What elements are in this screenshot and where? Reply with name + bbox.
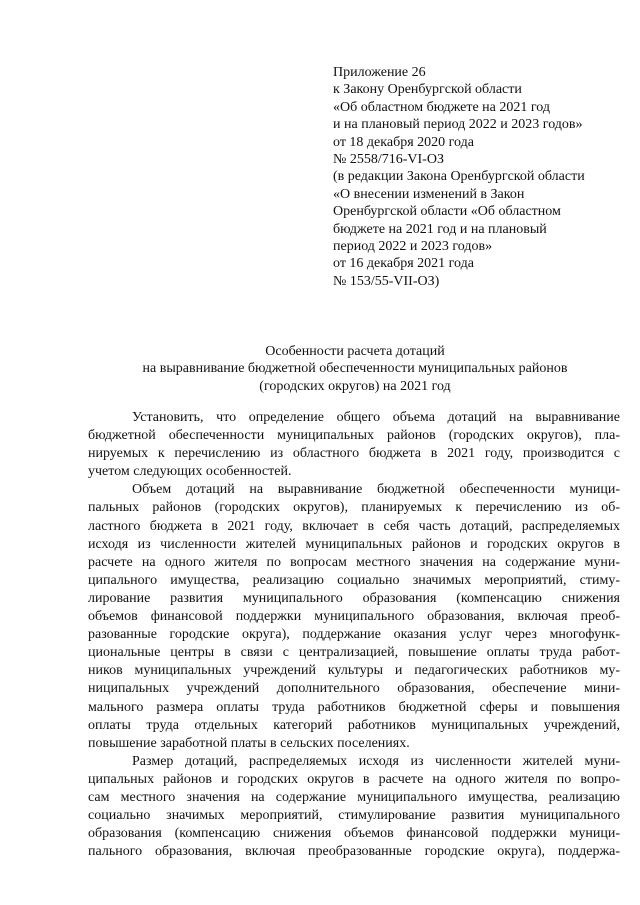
- paragraph-1: [88, 409, 620, 481]
- document-body: [88, 409, 620, 861]
- text-line: нируемых к перечислению из областного бюджета в 2021 году, производится с: [88, 446, 620, 462]
- text-line: объемов финансовой поддержки муниципального образования, включая преоб-: [88, 609, 620, 625]
- text-line: разованные городские округа), поддержание оказания услуг через многофунк-: [88, 627, 620, 643]
- text-line: образования (компенсацию снижения объемов финансовой поддержки муници-: [88, 826, 620, 842]
- text-line: сам местного значения на содержание муниципального имущества, реализацию: [88, 789, 620, 805]
- text-line: пальных районов (городских округов), планируемых к перечислению из об-: [88, 500, 620, 516]
- annex-line: к Закону Оренбургской области: [333, 82, 522, 98]
- text-line: Размер дотаций, распределяемых исходя из численности жителей муни-: [132, 753, 620, 769]
- annex-line: период 2022 и 2023 годов»: [333, 239, 493, 255]
- text-line: лирование развития муниципального образования (компенсацию снижения: [88, 590, 620, 606]
- text-line: ципального имущества, реализацию социально значимых мероприятий, стиму-: [88, 572, 620, 588]
- annex-line: (в редакции Закона Оренбургской области: [333, 169, 585, 185]
- text-line: пального образования, включая преобразованные городские округа), поддержа-: [88, 844, 620, 860]
- text-line: повышение заработной платы в сельских поселениях.: [88, 735, 410, 751]
- text-line: Объем дотаций на выравнивание бюджетной обеспеченности муници-: [132, 482, 620, 498]
- text-line: ниципальных учреждений дополнительного образования, обеспечение мини-: [88, 681, 620, 697]
- text-line: исходя из численности жителей муниципальных районов и городских округов в: [88, 536, 620, 552]
- text-line: бюджетной обеспеченности муниципальных районов (городских округов), пла-: [88, 428, 620, 444]
- annex-line: № 2558/716-VI-ОЗ: [333, 152, 444, 168]
- paragraph-2: [88, 481, 620, 752]
- annex-line: Приложение 26: [333, 65, 426, 80]
- text-line: ципальных районов и городских округов в расчете на одного жителя по вопро-: [88, 771, 620, 787]
- annex-line: и на плановый период 2022 и 2023 годов»: [333, 117, 583, 133]
- text-line: учетом следующих особенностей.: [88, 464, 292, 480]
- annex-line: бюджете на 2021 год и на плановый: [333, 221, 547, 237]
- text-line: ников муниципальных учреждений культуры и педагогических работников му-: [88, 663, 620, 679]
- text-line: Установить, что определение общего объема дотаций на выравнивание: [132, 410, 620, 425]
- text-line: оплаты труда отдельных категорий работников муниципальных учреждений,: [88, 717, 620, 733]
- title-line: на выравнивание бюджетной обеспеченности муниципальных районов: [142, 361, 568, 377]
- annex-header: [333, 64, 623, 290]
- annex-line: № 153/55-VII-ОЗ): [333, 273, 440, 289]
- annex-line: «О внесении изменений в Закон: [333, 186, 525, 202]
- text-line: циональные центры в связи с централизацией, повышение оплаты труда работ-: [88, 645, 620, 661]
- text-line: ластного бюджета в 2021 году, включает в себя часть дотаций, распределяемых: [88, 518, 620, 534]
- title-line: Особенности расчета дотаций: [265, 344, 445, 359]
- text-line: мального размера оплаты труда работников бюджетной сферы и повышения: [88, 699, 620, 715]
- paragraph-3: [88, 753, 620, 862]
- annex-line: от 16 декабря 2021 года: [333, 256, 474, 272]
- document-title: [90, 343, 620, 395]
- title-line: (городских округов) на 2021 год: [259, 378, 451, 394]
- annex-line: Оренбургской области «Об областном: [333, 204, 561, 220]
- annex-line: «Об областном бюджете на 2021 год: [333, 99, 550, 115]
- text-line: расчете на одного жителя по вопросам местного значения на содержание муни-: [88, 554, 620, 570]
- text-line: социально значимых мероприятий, стимулирование развития муниципального: [88, 808, 620, 824]
- annex-line: от 18 декабря 2020 года: [333, 134, 474, 150]
